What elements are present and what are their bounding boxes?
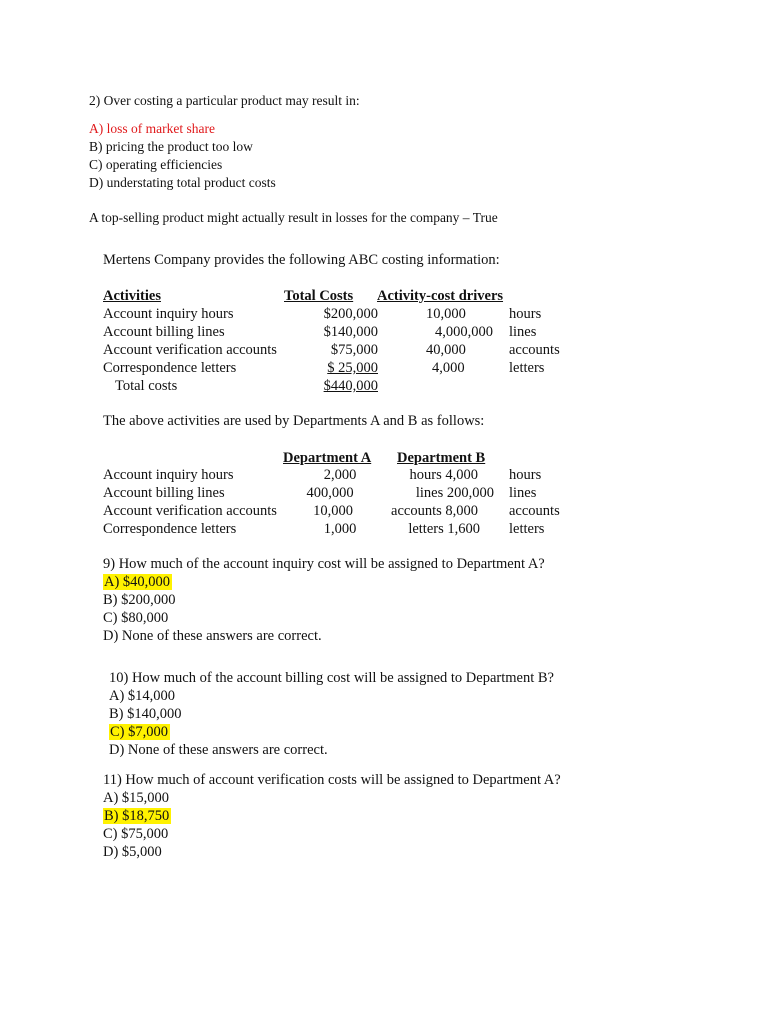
dept-a-value: 400,000 (306, 485, 354, 501)
dept-b-value: lines 200,000 (415, 485, 494, 501)
dept-activity-label: Account inquiry hours (103, 467, 234, 483)
total-costs-label: Total costs (115, 378, 178, 394)
dept-a-value: 2,000 (323, 467, 357, 483)
dept-a-value: 1,000 (323, 521, 357, 537)
q11-option-c: C) $75,000 (103, 826, 169, 842)
dept-b-value: hours 4,000 (409, 467, 478, 483)
header-total-costs: Total Costs (284, 288, 354, 304)
q2-question: 2) Over costing a particular product may result in: (89, 93, 360, 108)
activity-unit: letters (509, 360, 545, 376)
q10-option-d: D) None of these answers are correct. (109, 742, 328, 758)
total-costs-value: $440,000 (323, 378, 378, 394)
q10-question: 10) How much of the account billing cost will be assigned to Department B? (109, 670, 554, 686)
dept-unit: hours (509, 467, 542, 483)
dept-a-value: 10,000 (313, 503, 353, 519)
q2-option-c: C) operating efficiencies (89, 157, 223, 172)
activity-label: Account inquiry hours (103, 306, 234, 322)
activity-cost: $ 25,000 (327, 360, 378, 376)
departments-intro: The above activities are used by Departments A and B as follows: (103, 413, 485, 429)
activity-unit: lines (509, 324, 537, 340)
header-activities: Activities (103, 288, 161, 304)
q11-option-a: A) $15,000 (103, 790, 170, 806)
activity-unit: hours (509, 306, 542, 322)
header-department-a: Department A (283, 450, 372, 466)
dept-b-value: letters 1,600 (408, 521, 480, 537)
q2-option-d: D) understating total product costs (89, 175, 276, 190)
q10-option-b: B) $140,000 (109, 706, 182, 722)
dept-activity-label: Correspondence letters (103, 521, 237, 537)
q11-option-b (103, 807, 171, 825)
mertens-intro: Mertens Company provides the following ABC costing information: (103, 252, 500, 268)
q11-question: 11) How much of account verification costs will be assigned to Department A? (103, 772, 561, 788)
q2-option-a: A) loss of market share (89, 121, 215, 136)
q9-option-a (103, 573, 172, 591)
activity-cost: $200,000 (323, 306, 378, 322)
activity-cost: $75,000 (330, 342, 378, 358)
highlighted-answer: C) $7,000 (110, 724, 168, 740)
q10-option-a: A) $14,000 (109, 688, 176, 704)
activity-driver: 40,000 (426, 342, 466, 358)
activity-cost: $140,000 (323, 324, 378, 340)
activity-driver: 10,000 (426, 306, 466, 322)
highlighted-answer: B) $18,750 (104, 808, 170, 824)
activity-label: Account billing lines (103, 324, 225, 340)
q9-option-b: B) $200,000 (103, 592, 176, 608)
true-statement: A top-selling product might actually result in losses for the company – True (89, 210, 498, 225)
activity-driver: 4,000,000 (435, 324, 493, 340)
activity-label: Account verification accounts (103, 342, 277, 358)
activity-label: Correspondence letters (103, 360, 237, 376)
header-department-b: Department B (397, 450, 486, 466)
dept-unit: letters (509, 521, 545, 537)
q9-question: 9) How much of the account inquiry cost will be assigned to Department A? (103, 556, 545, 572)
activity-unit: accounts (509, 342, 560, 358)
dept-b-value: accounts 8,000 (391, 503, 478, 519)
q2-option-b: B) pricing the product too low (89, 139, 253, 154)
q11-option-d: D) $5,000 (103, 844, 162, 860)
q10-option-c (109, 723, 170, 741)
q9-option-c: C) $80,000 (103, 610, 169, 626)
header-drivers: Activity-cost drivers (377, 288, 504, 304)
q9-option-d: D) None of these answers are correct. (103, 628, 322, 644)
dept-activity-label: Account billing lines (103, 485, 225, 501)
dept-activity-label: Account verification accounts (103, 503, 277, 519)
dept-unit: lines (509, 485, 537, 501)
dept-unit: accounts (509, 503, 560, 519)
highlighted-answer: A) $40,000 (104, 574, 171, 590)
activity-driver: 4,000 (432, 360, 465, 376)
